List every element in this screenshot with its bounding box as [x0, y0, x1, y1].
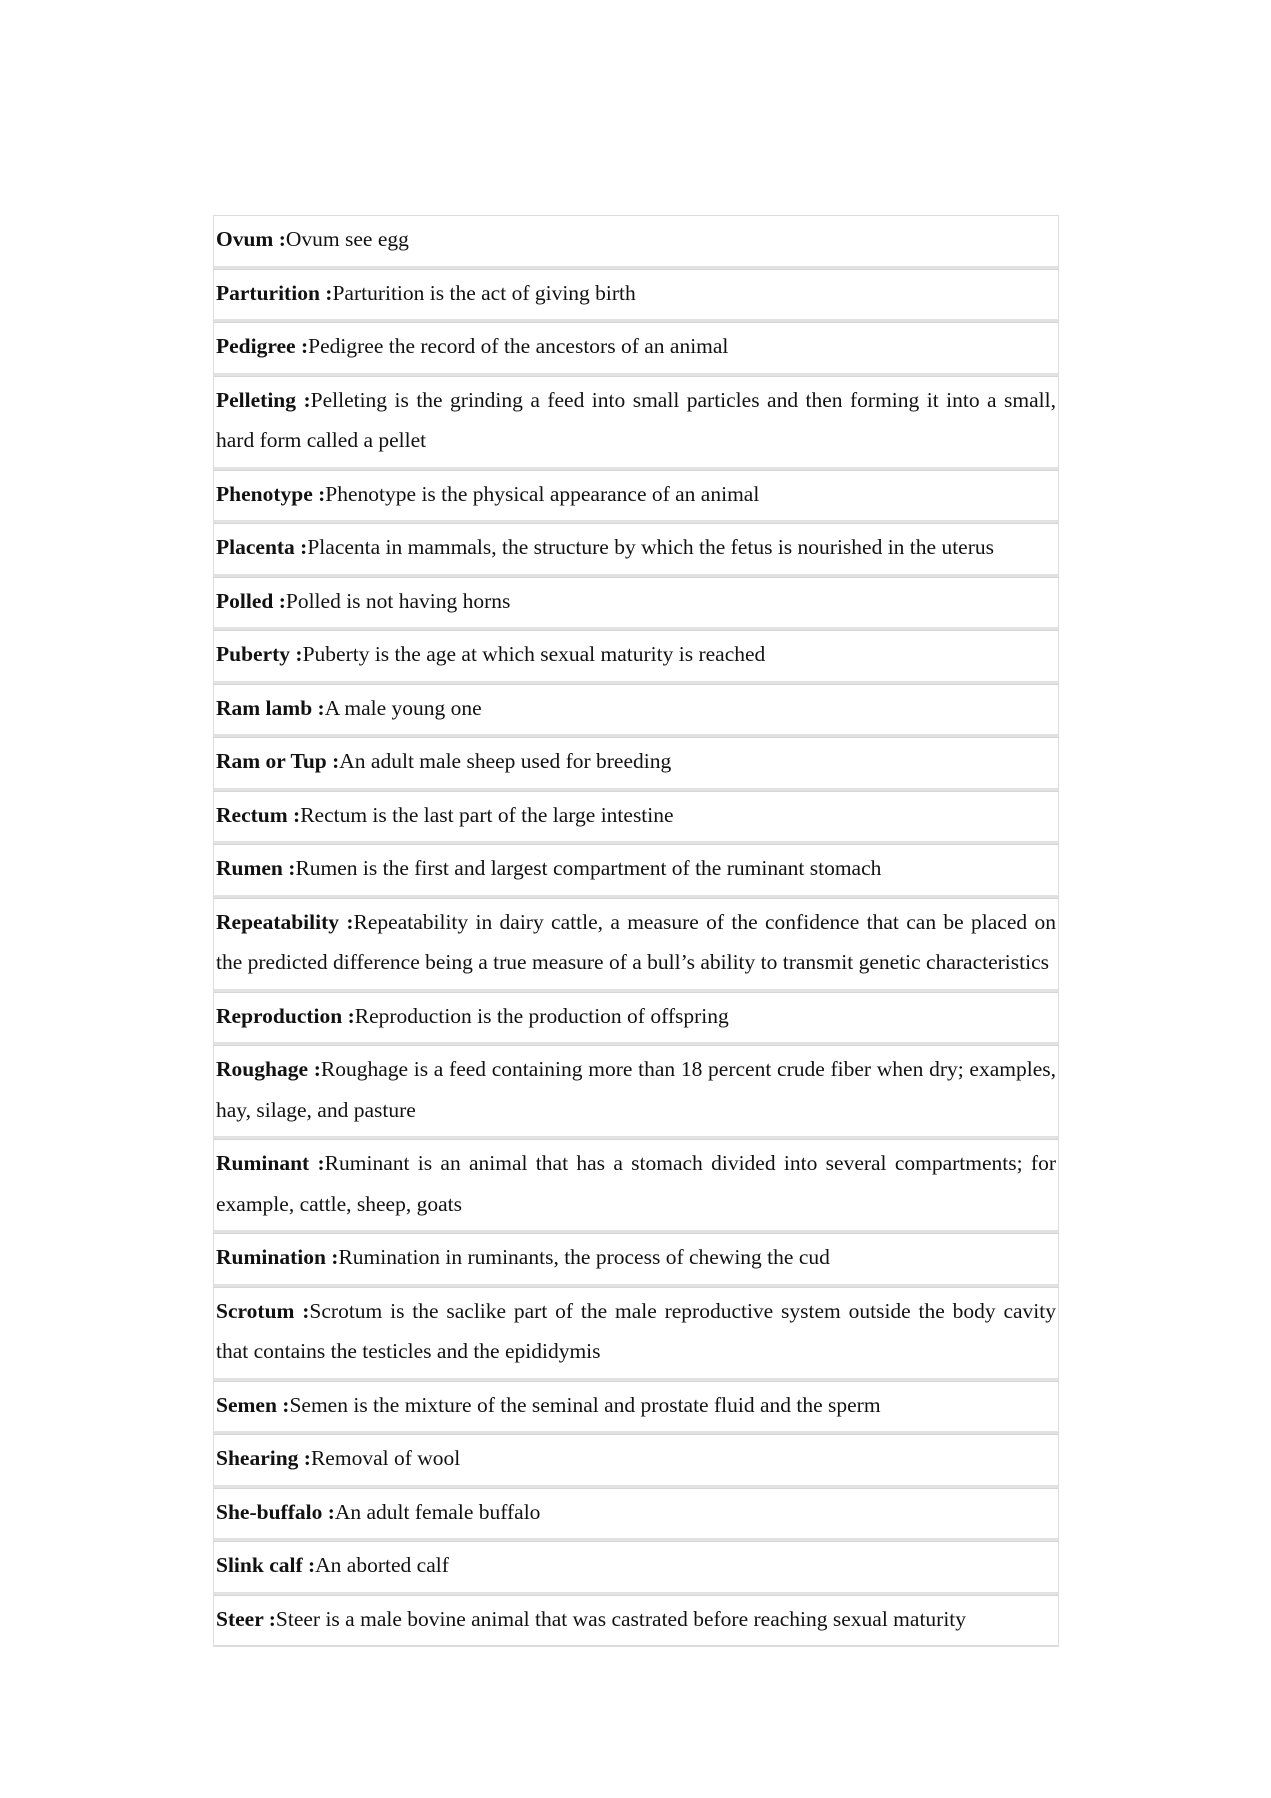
definition: Scrotum is the saclike part of the male reproductive system outside the body cavity that contains the testicles and the epididymis	[216, 1298, 1056, 1363]
glossary-entry-rumination	[214, 1233, 1058, 1287]
definition: An adult male sheep used for breeding	[339, 749, 672, 773]
term: Rectum :	[216, 802, 301, 827]
definition: Rectum is the last part of the large intestine	[300, 802, 674, 827]
glossary-entry-semen	[214, 1381, 1058, 1435]
term: Steer :	[216, 1606, 276, 1631]
glossary-entry-ruminant	[214, 1139, 1058, 1233]
definition: Rumination in ruminants, the process of chewing the cud	[338, 1245, 830, 1269]
definition: An aborted calf	[315, 1553, 449, 1577]
term: Roughage :	[216, 1057, 321, 1081]
glossary-entry-phenotype	[214, 470, 1058, 524]
definition: Ovum see egg	[285, 227, 409, 251]
term: Slink calf :	[216, 1553, 316, 1577]
term: Rumen :	[216, 856, 296, 880]
term: Semen :	[216, 1392, 290, 1417]
term: Rumination :	[216, 1245, 339, 1269]
glossary-entry-scrotum	[214, 1287, 1058, 1381]
definition: Pelleting is the grinding a feed into small particles and then forming it into a small, hard form called a pellet	[216, 387, 1056, 452]
term: Polled :	[216, 588, 286, 613]
glossary-entry-polled	[214, 577, 1058, 631]
term: Ruminant :	[216, 1151, 325, 1175]
term: Pedigree :	[216, 334, 309, 358]
definition: A male young one	[324, 695, 482, 720]
definition: An adult female buffalo	[334, 1499, 541, 1524]
glossary-entry-puberty	[214, 630, 1058, 684]
glossary-entry-pedigree	[214, 322, 1058, 376]
definition: Polled is not having horns	[285, 588, 511, 613]
glossary-entry-repeatability	[214, 898, 1058, 992]
glossary-entry-shearing	[214, 1434, 1058, 1488]
glossary-entry-rumen	[214, 844, 1058, 898]
term: Repeatability :	[216, 909, 354, 934]
term: Puberty :	[216, 642, 303, 666]
definition: Rumen is the first and largest compartment of the ruminant stomach	[295, 856, 882, 880]
definition: Reproduction is the production of offspring	[354, 1003, 729, 1028]
definition: Pedigree the record of the ancestors of an animal	[308, 334, 729, 358]
glossary-entry-placenta	[214, 523, 1058, 577]
definition: Puberty is the age at which sexual maturity is reached	[302, 642, 766, 666]
glossary-table	[213, 215, 1059, 1647]
term: Ram or Tup :	[216, 749, 340, 773]
glossary-entry-steer	[214, 1595, 1058, 1648]
definition: Removal of wool	[310, 1446, 461, 1470]
definition: Roughage is a feed containing more than 18 percent crude fiber when dry; examples, hay, silage, and pasture	[216, 1057, 1056, 1122]
definition: Parturition is the act of giving birth	[332, 280, 636, 305]
definition: Placenta in mammals, the structure by which the fetus is nourished in the uterus	[307, 535, 994, 559]
term: Ovum :	[216, 227, 286, 251]
term: Phenotype :	[216, 481, 326, 506]
term: Shearing :	[216, 1446, 311, 1470]
glossary-entry-ram-lamb	[214, 684, 1058, 738]
definition: Phenotype is the physical appearance of an animal	[325, 481, 760, 506]
glossary-entry-ram-or-tup	[214, 737, 1058, 791]
definition: Semen is the mixture of the seminal and prostate fluid and the sperm	[289, 1392, 881, 1417]
term: Scrotum :	[216, 1298, 310, 1323]
definition: Steer is a male bovine animal that was castrated before reaching sexual maturity	[275, 1606, 967, 1631]
glossary-entry-roughage	[214, 1045, 1058, 1139]
term: She-buffalo :	[216, 1499, 335, 1524]
glossary-entry-rectum	[214, 791, 1058, 845]
glossary-entry-slink-calf	[214, 1541, 1058, 1595]
glossary-entry-reproduction	[214, 992, 1058, 1046]
definition: Ruminant is an animal that has a stomach divided into several compartments; for example, cattle, sheep, goats	[216, 1151, 1056, 1216]
term: Placenta :	[216, 535, 308, 559]
term: Ram lamb :	[216, 695, 325, 720]
glossary-entry-she-buffalo	[214, 1488, 1058, 1542]
term: Pelleting :	[216, 387, 311, 412]
glossary-entry-parturition	[214, 269, 1058, 323]
definition: Repeatability in dairy cattle, a measure of the confidence that can be placed on the predicted difference being a true measure of a bull’s ability to transmit genetic characteristics	[216, 909, 1056, 974]
glossary-entry-ovum	[214, 216, 1058, 269]
glossary-entry-pelleting	[214, 376, 1058, 470]
term: Parturition :	[216, 280, 333, 305]
term: Reproduction :	[216, 1003, 355, 1028]
